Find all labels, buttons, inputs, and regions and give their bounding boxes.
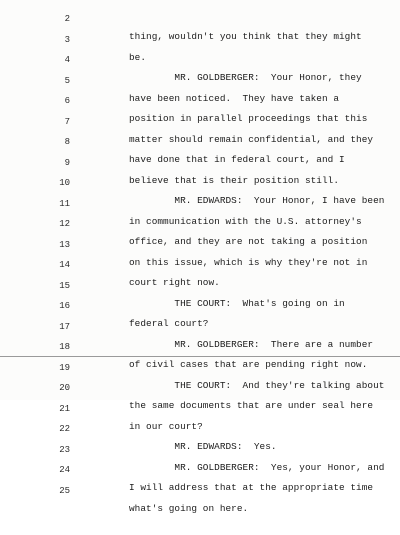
line-number: 22 <box>59 424 70 434</box>
line-text: MR. EDWARDS: Yes. <box>129 441 277 452</box>
line-text: office, and they are not taking a position <box>129 236 368 247</box>
line-number: 16 <box>59 301 70 311</box>
line-text: THE COURT: And they're talking about <box>129 379 385 391</box>
page-break-divider <box>0 356 400 357</box>
line-text: have done that in federal court, and I <box>129 154 345 165</box>
line-text: in our court? <box>129 420 203 432</box>
line-text: MR. EDWARDS: Your Honor, I have been <box>129 195 385 206</box>
line-number: 23 <box>59 444 70 455</box>
line-number: 14 <box>59 260 70 270</box>
line-number: 9 <box>64 157 70 168</box>
line-number: 4 <box>64 55 70 65</box>
line-number: 11 <box>59 198 70 209</box>
line-text: believe that is their position still. <box>129 174 340 186</box>
line-number: 2 <box>64 14 70 24</box>
line-text: MR. GOLDBERGER: Your Honor, they <box>129 72 362 83</box>
line-number: 5 <box>64 75 70 86</box>
line-text: the same documents that are under seal here <box>129 400 374 411</box>
line-text: federal court? <box>129 318 209 329</box>
line-text: be. <box>129 51 147 63</box>
line-number: 24 <box>59 465 70 475</box>
line-text: thing, wouldn't you think that they might <box>129 31 362 42</box>
line-text: MR. GOLDBERGER: Yes, your Honor, and <box>129 461 385 473</box>
line-text: THE COURT: What's going on in <box>129 297 345 309</box>
line-number: 20 <box>59 383 70 393</box>
line-text: I will address that at the appropriate time <box>129 482 374 493</box>
line-number: 3 <box>64 34 70 45</box>
line-number: 10 <box>59 178 70 188</box>
line-text: position in parallel proceedings that this <box>129 113 368 124</box>
line-number: 25 <box>59 485 70 496</box>
line-text: matter should remain confidential, and they <box>129 133 374 145</box>
line-number: 17 <box>59 321 70 332</box>
line-text: have been noticed. They have taken a <box>129 92 340 104</box>
line-number: 19 <box>59 362 70 373</box>
line-text: on this issue, which is why they're not in <box>129 256 368 268</box>
line-number: 8 <box>64 137 70 147</box>
line-number: 21 <box>59 403 70 414</box>
line-number: 18 <box>59 342 70 352</box>
line-text: MR. GOLDBERGER: There are a number <box>129 338 374 350</box>
line-number: 12 <box>59 219 70 229</box>
transcript-line <box>0 0 400 42</box>
line-number: 7 <box>64 116 70 127</box>
line-text: court right now. <box>129 277 220 288</box>
line-text: what's going on here. <box>129 502 249 514</box>
line-number: 13 <box>59 239 70 250</box>
line-text: of civil cases that are pending right now. <box>129 359 368 370</box>
transcript-line <box>0 32 400 83</box>
line-text: in communication with the U.S. attorney's <box>129 215 362 227</box>
line-number: 6 <box>64 96 70 106</box>
line-number: 15 <box>59 280 70 291</box>
